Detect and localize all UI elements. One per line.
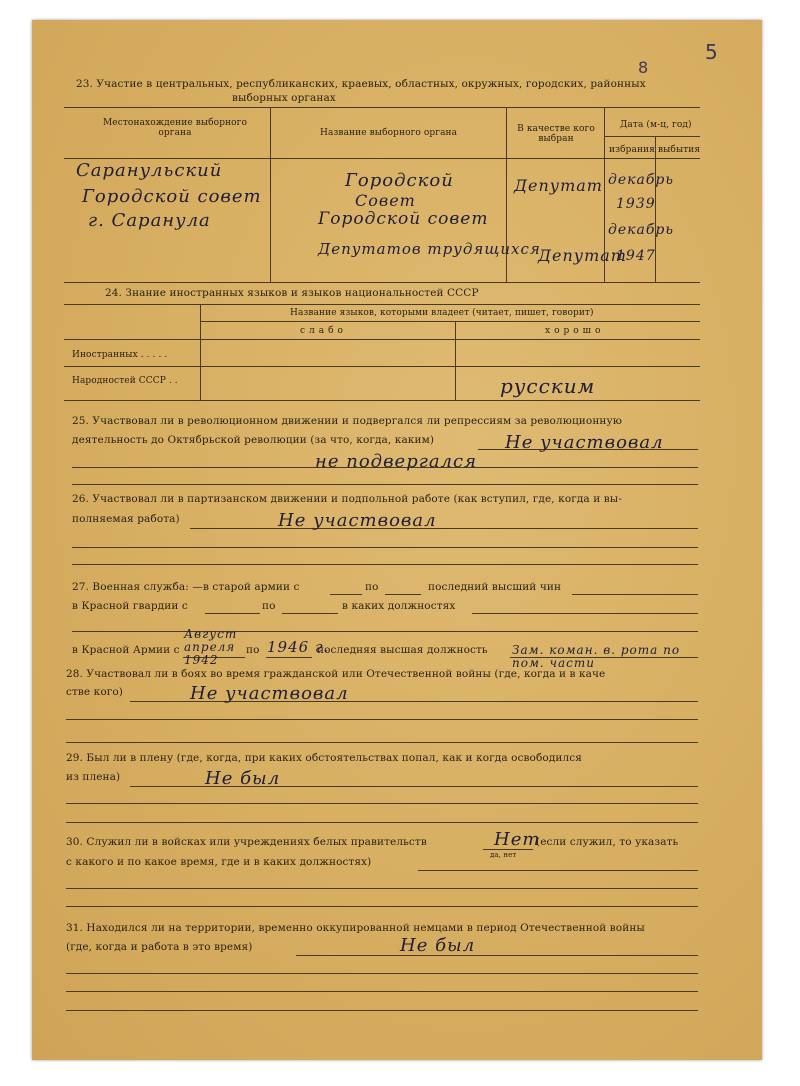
hw-q24-good: русским <box>500 374 596 398</box>
q27-blank-8 <box>266 657 312 658</box>
hw-q23-name-4: Депутатов трудящихся <box>318 240 541 258</box>
hw-q28: Не участвовал <box>190 683 349 704</box>
q29-line1: 29. Был ли в плену (где, когда, при каких обстоятельствах попал, как и когда освободился <box>66 752 582 764</box>
q31-answer-line3 <box>66 991 698 992</box>
hw-q30: Нет <box>494 829 541 850</box>
q28-answer-line3 <box>66 742 698 743</box>
q23-col-location: Местонахождение выборного органа <box>102 118 248 138</box>
corner-mark: 8 <box>638 58 649 77</box>
q23-date-split <box>604 136 700 137</box>
q30-answer-line3 <box>66 906 698 907</box>
q30-line2: с какого и по какое время, где и в каких должностях) <box>66 856 372 868</box>
q31-answer-line1 <box>296 955 698 956</box>
q24-table-bottom <box>64 400 700 401</box>
hw-q23-location-1: Саранульский <box>76 160 223 181</box>
q27-line1c: последний высший чин <box>428 581 562 593</box>
q24-col-divider-2 <box>455 321 456 400</box>
q27-blank-6 <box>472 613 698 614</box>
q31-answer-line4 <box>66 1010 698 1011</box>
q27-line2c: в каких должностях <box>342 600 456 612</box>
q25-line1: 25. Участвовал ли в революционном движении и подвергался ли репрессиям за революционную <box>72 415 623 427</box>
q24-row-foreign: Иностранных . . . . . <box>72 350 168 360</box>
q30-yesno: да, нет <box>490 851 517 859</box>
q26-line1: 26. Участвовал ли в партизанском движении и подпольной работе (как вступил, где, когда и вы- <box>72 493 622 505</box>
q27-blank-4 <box>205 613 260 614</box>
q31-line2: (где, когда и работа в это время) <box>66 941 253 953</box>
q24-header-bottom <box>64 339 700 340</box>
hw-q23-name-1: Городской <box>345 170 454 191</box>
q30-answer-line2 <box>66 888 698 889</box>
q24-table-top <box>64 304 700 305</box>
hw-q23-name-3: Городской совет <box>318 209 489 229</box>
q31-line1: 31. Находился ли на территории, временно оккупированной немцами в период Отечественной войны <box>66 922 645 934</box>
hw-q25-1: Не участвовал <box>505 432 664 453</box>
q24-subheader-line <box>200 321 700 322</box>
q26-answer-line2 <box>72 547 698 548</box>
q25-answer-line3 <box>72 484 698 485</box>
q29-answer-line3 <box>66 822 698 823</box>
q23-col-divider-1 <box>270 107 271 282</box>
q31-answer-line2 <box>66 973 698 974</box>
hw-q23-date-3: декабрь <box>608 222 674 238</box>
q28-line1: 28. Участвовал ли в боях во время гражданской или Отечественной войны (где, когда и в каче <box>66 668 606 680</box>
q28-line2: стве кого) <box>66 686 123 698</box>
hw-q23-location-3: г. Саранула <box>88 210 211 231</box>
hw-q27-from: Август апреля 1942 <box>184 627 238 667</box>
q24-col-divider-1 <box>200 304 201 400</box>
q27-line3b: по <box>246 644 260 656</box>
q23-col-role: В качестве кого выбран <box>517 124 595 144</box>
q27-blank-1 <box>330 594 362 595</box>
q27-line3c: последняя высшая должность <box>317 644 488 656</box>
q27-line1a: 27. Военная служба: —в старой армии с <box>72 581 300 593</box>
q23-title-cont: выборных органах <box>232 92 336 104</box>
hw-q27-position: Зам. коман. в. рота по пом. части <box>512 643 681 670</box>
hw-q26: Не участвовал <box>278 510 437 531</box>
q25-line2: деятельность до Октябрьской революции (за что, когда, каким) <box>72 434 435 446</box>
q24-title: 24. Знание иностранных языков и языков национальностей СССР <box>105 287 479 299</box>
q27-blank-2 <box>385 594 421 595</box>
q30-line1b: (если служил, то указать <box>536 836 679 848</box>
q26-answer-line1 <box>190 528 698 529</box>
q24-subheader: Название языков, которыми владеет (читает, пишет, говорит) <box>290 308 594 318</box>
hw-q23-role-2: Депутат <box>538 246 627 265</box>
hw-q29: Не был <box>205 768 281 789</box>
q26-line2: полняемая работа) <box>72 513 180 525</box>
corner-page-number: 5 <box>705 40 718 64</box>
q27-line3a: в Красной Армии с <box>72 644 180 656</box>
q30-line1a: 30. Служил ли в войсках или учреждениях белых правительств <box>66 836 427 848</box>
q23-title: 23. Участие в центральных, республиканских, краевых, областных, окружных, городских, районных <box>76 78 646 90</box>
q27-blank-3 <box>572 594 698 595</box>
hw-q23-name-2: Совет <box>355 191 416 210</box>
q29-line2: из плена) <box>66 771 121 783</box>
q23-col-name: Название выборного органа <box>320 128 458 138</box>
q30-answer-line1 <box>418 870 698 871</box>
hw-q23-date-1: декабрь <box>608 172 674 188</box>
hw-q23-date-4: 1947 <box>616 248 656 264</box>
hw-q23-date-2: 1939 <box>616 196 656 212</box>
hw-q23-role-1: Депутат <box>514 176 603 195</box>
q24-row-ussr: Народностей СССР . . <box>72 376 178 386</box>
q24-row-divider <box>64 366 700 367</box>
q23-col-elected: избрания <box>609 145 655 155</box>
q23-col-date: Дата (м-ц, год) <box>620 120 692 130</box>
q24-good: хорошо <box>545 326 605 336</box>
q24-weak: слабо <box>300 326 347 336</box>
q28-answer-line2 <box>66 719 698 720</box>
q27-line2b: по <box>262 600 276 612</box>
q26-answer-line3 <box>72 564 698 565</box>
hw-q31: Не был <box>400 935 476 956</box>
hw-q27-to: 1946 г. <box>267 638 330 656</box>
q27-blank-5 <box>282 613 338 614</box>
hw-q25-2: не подвергался <box>315 451 478 472</box>
q29-answer-line2 <box>66 803 698 804</box>
q27-line1b: по <box>365 581 379 593</box>
hw-q23-location-2: Городской совет <box>82 186 262 207</box>
q23-table-bottom <box>64 282 700 283</box>
q27-answer-line <box>72 631 698 632</box>
q27-line2a: в Красной гвардии с <box>72 600 188 612</box>
q23-col-left: выбытия <box>658 145 701 155</box>
